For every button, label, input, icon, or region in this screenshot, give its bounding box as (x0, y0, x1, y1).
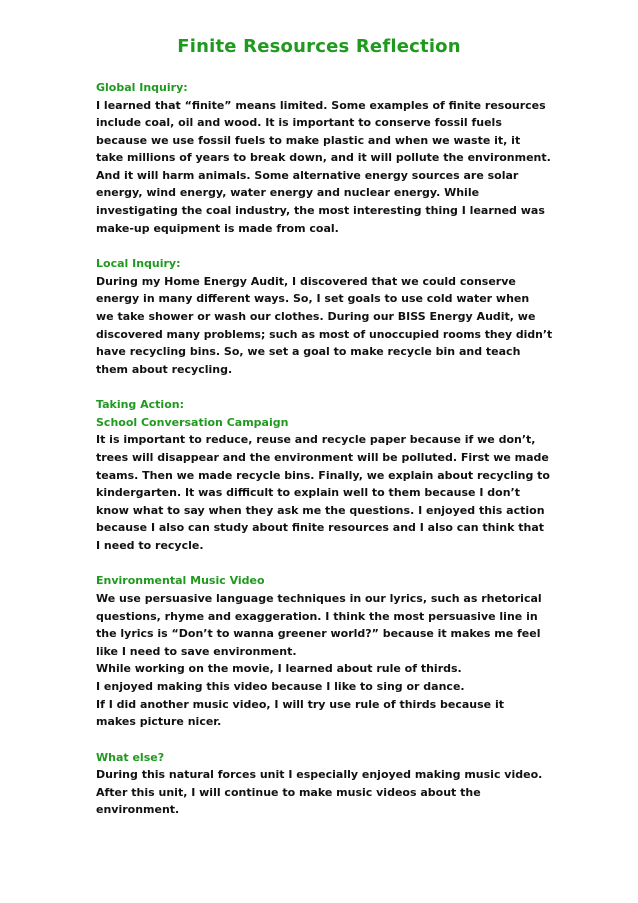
paragraph-line: If I did another music video, I will try use rule of thirds because it (96, 697, 504, 711)
document-title: Finite Resources Reflection (177, 36, 461, 57)
section-heading: Local Inquiry: (96, 257, 181, 271)
section-heading: Global Inquiry: (96, 81, 188, 94)
paragraph-line: discovered many problems; such as most of unoccupied rooms they didn’t (96, 327, 553, 341)
paragraph-line: I enjoyed making this video because I like to sing or dance. (96, 679, 465, 693)
paragraph-line: I need to recycle. (96, 538, 204, 552)
paragraph-line: investigating the coal industry, the most interesting thing I learned was (96, 204, 545, 218)
section-heading: Taking Action: (96, 398, 184, 412)
paragraph-line: kindergarten. It was difficult to explain well to them because I don’t (96, 486, 520, 500)
document-body (96, 79, 552, 837)
paragraph-line: energy, wind energy, water energy and nuclear energy. While (96, 186, 480, 200)
section-what-else (96, 749, 552, 819)
section-global-inquiry (96, 79, 552, 237)
paragraph-line: we take shower or wash our clothes. During our BISS Energy Audit, we (96, 309, 536, 323)
paragraph-line: know what to say when they ask me the questions. I enjoyed this action (96, 503, 545, 517)
paragraph-line: make-up equipment is made from coal. (96, 221, 339, 235)
paragraph-line: the lyrics is “Don’t to wanna greener world?” because it makes me feel (96, 627, 541, 641)
section-heading: Environmental Music Video (96, 574, 265, 588)
paragraph-line: energy in many different ways. So, I set goals to use cold water when (96, 292, 530, 306)
paragraph-line: I learned that “finite” means limited. Some examples of finite resources (96, 98, 546, 112)
section-music-video (96, 572, 552, 730)
paragraph-line: environment. (96, 803, 180, 817)
paragraph-line: take millions of years to break down, and it will pollute the environment. (96, 151, 551, 165)
paragraph-line: questions, rhyme and exaggeration. I think the most persuasive line in (96, 609, 538, 623)
paragraph-line: teams. Then we made recycle bins. Finally, we explain about recycling to (96, 468, 550, 482)
paragraph-line: After this unit, I will continue to make music videos about the (96, 785, 481, 799)
paragraph-line: And it will harm animals. Some alternative energy sources are solar (96, 168, 519, 182)
paragraph-line: have recycling bins. So, we set a goal to make recycle bin and teach (96, 345, 521, 359)
paragraph-line: It is important to reduce, reuse and recycle paper because if we don’t, (96, 433, 536, 447)
paragraph-line: While working on the movie, I learned about rule of thirds. (96, 662, 462, 676)
paragraph-line: trees will disappear and the environment will be polluted. First we made (96, 450, 549, 464)
paragraph-line: include coal, oil and wood. It is important to conserve fossil fuels (96, 116, 502, 130)
paragraph-line: because we use fossil fuels to make plastic and when we waste it, it (96, 133, 521, 147)
section-heading: What else? (96, 750, 165, 764)
paragraph-line: like I need to save environment. (96, 644, 297, 658)
paragraph-line: We use persuasive language techniques in our lyrics, such as rhetorical (96, 591, 542, 605)
paragraph-line: During my Home Energy Audit, I discovered that we could conserve (96, 274, 516, 288)
paragraph-line: makes picture nicer. (96, 715, 222, 729)
paragraph-line: because I also can study about finite resources and I also can think that (96, 521, 545, 535)
paragraph-line: During this natural forces unit I especially enjoyed making music video. (96, 768, 543, 782)
section-taking-action (96, 396, 552, 554)
paragraph-line: them about recycling. (96, 362, 233, 376)
section-subheading: School Conversation Campaign (96, 415, 289, 429)
section-local-inquiry (96, 255, 552, 378)
